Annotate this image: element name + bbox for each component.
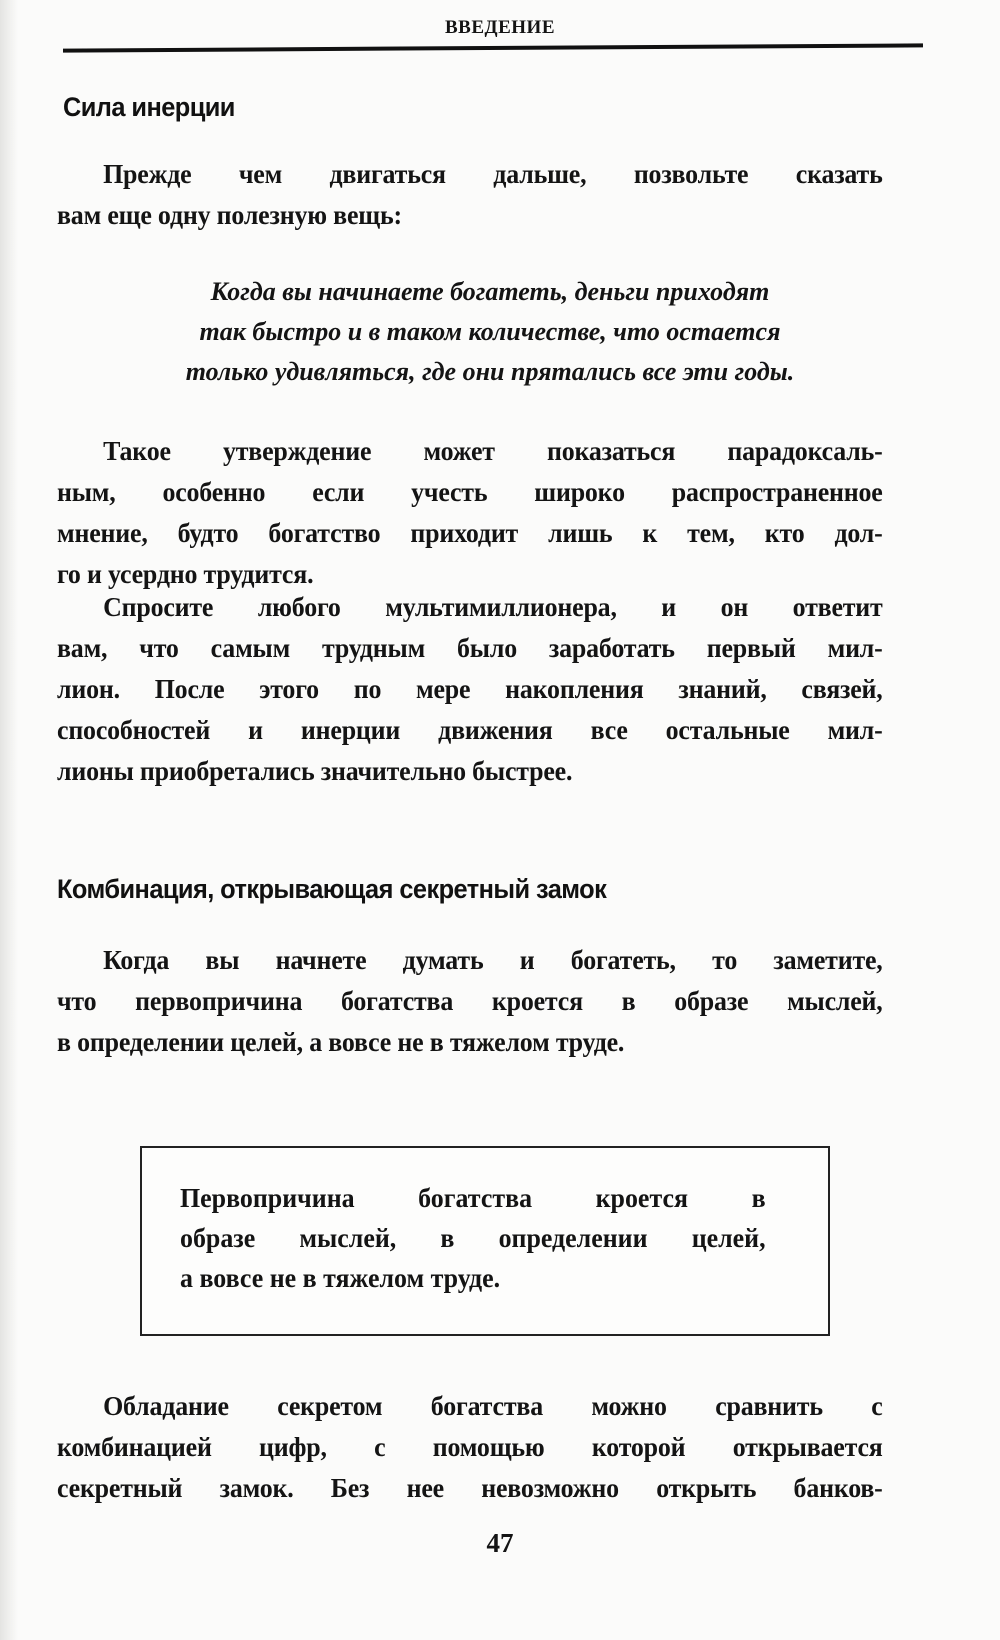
quote-line: так быстро и в таком количестве, что остается	[199, 317, 781, 346]
text-line: мнение, будто богатство приходит лишь к тем, кто дол-	[57, 518, 883, 548]
page-number: 47	[486, 1528, 514, 1558]
paragraph-paradox	[57, 431, 883, 595]
callout-text	[180, 1178, 766, 1298]
callout-line: Первопричина богатства кроется в	[180, 1183, 766, 1213]
text-line: что первопричина богатства кроется в образе мыслей,	[57, 986, 883, 1016]
intro-paragraph	[57, 154, 883, 236]
text-line: Обладание секретом богатства можно сравнить с	[103, 1391, 883, 1421]
header-rule	[63, 43, 923, 52]
paragraph-secret-lock	[57, 1386, 883, 1509]
text-line: в определении целей, а вовсе не в тяжелом труде.	[57, 1027, 625, 1057]
text-line: лионы приобретались значительно быстрее.	[57, 756, 573, 786]
text-line: Такое утверждение может показаться парадоксаль-	[103, 436, 883, 466]
text-line: способностей и инерции движения все остальные мил-	[57, 715, 883, 745]
text-line: ным, особенно если учесть широко распространенное	[57, 477, 883, 507]
paragraph-millionaire	[57, 587, 883, 792]
callout-line: образе мыслей, в определении целей,	[180, 1223, 766, 1253]
text-line: Когда вы начнете думать и богатеть, то заметите,	[103, 945, 883, 975]
text-line: комбинацией цифр, с помощью которой открывается	[57, 1432, 883, 1462]
section-heading-combination: Комбинация, открывающая секретный замок	[57, 874, 607, 904]
callout-line: а вовсе не в тяжелом труде.	[180, 1263, 501, 1293]
paragraph-thinking	[57, 940, 883, 1063]
quote-line: Когда вы начинаете богатеть, деньги приходят	[210, 277, 770, 306]
page-edge-shadow	[0, 0, 18, 1640]
section-heading-inertia: Сила инерции	[63, 92, 235, 122]
quote-line: только удивляться, где они прятались все эти годы.	[185, 357, 795, 386]
text-line: Прежде чем двигаться дальше, позвольте сказать	[103, 159, 883, 189]
text-line: вам, что самым трудным было заработать первый мил-	[57, 633, 883, 663]
callout-box	[140, 1146, 830, 1336]
running-head: ВВЕДЕНИЕ	[445, 17, 555, 38]
text-line: лион. После этого по мере накопления знаний, связей,	[57, 674, 883, 704]
text-line: Спросите любого мультимиллионера, и он ответит	[103, 592, 883, 622]
text-line: секретный замок. Без нее невозможно открыть банков-	[57, 1473, 883, 1503]
italic-quote	[100, 272, 880, 392]
text-line: го и усердно трудится.	[57, 559, 314, 589]
text-line: вам еще одну полезную вещь:	[57, 200, 402, 230]
